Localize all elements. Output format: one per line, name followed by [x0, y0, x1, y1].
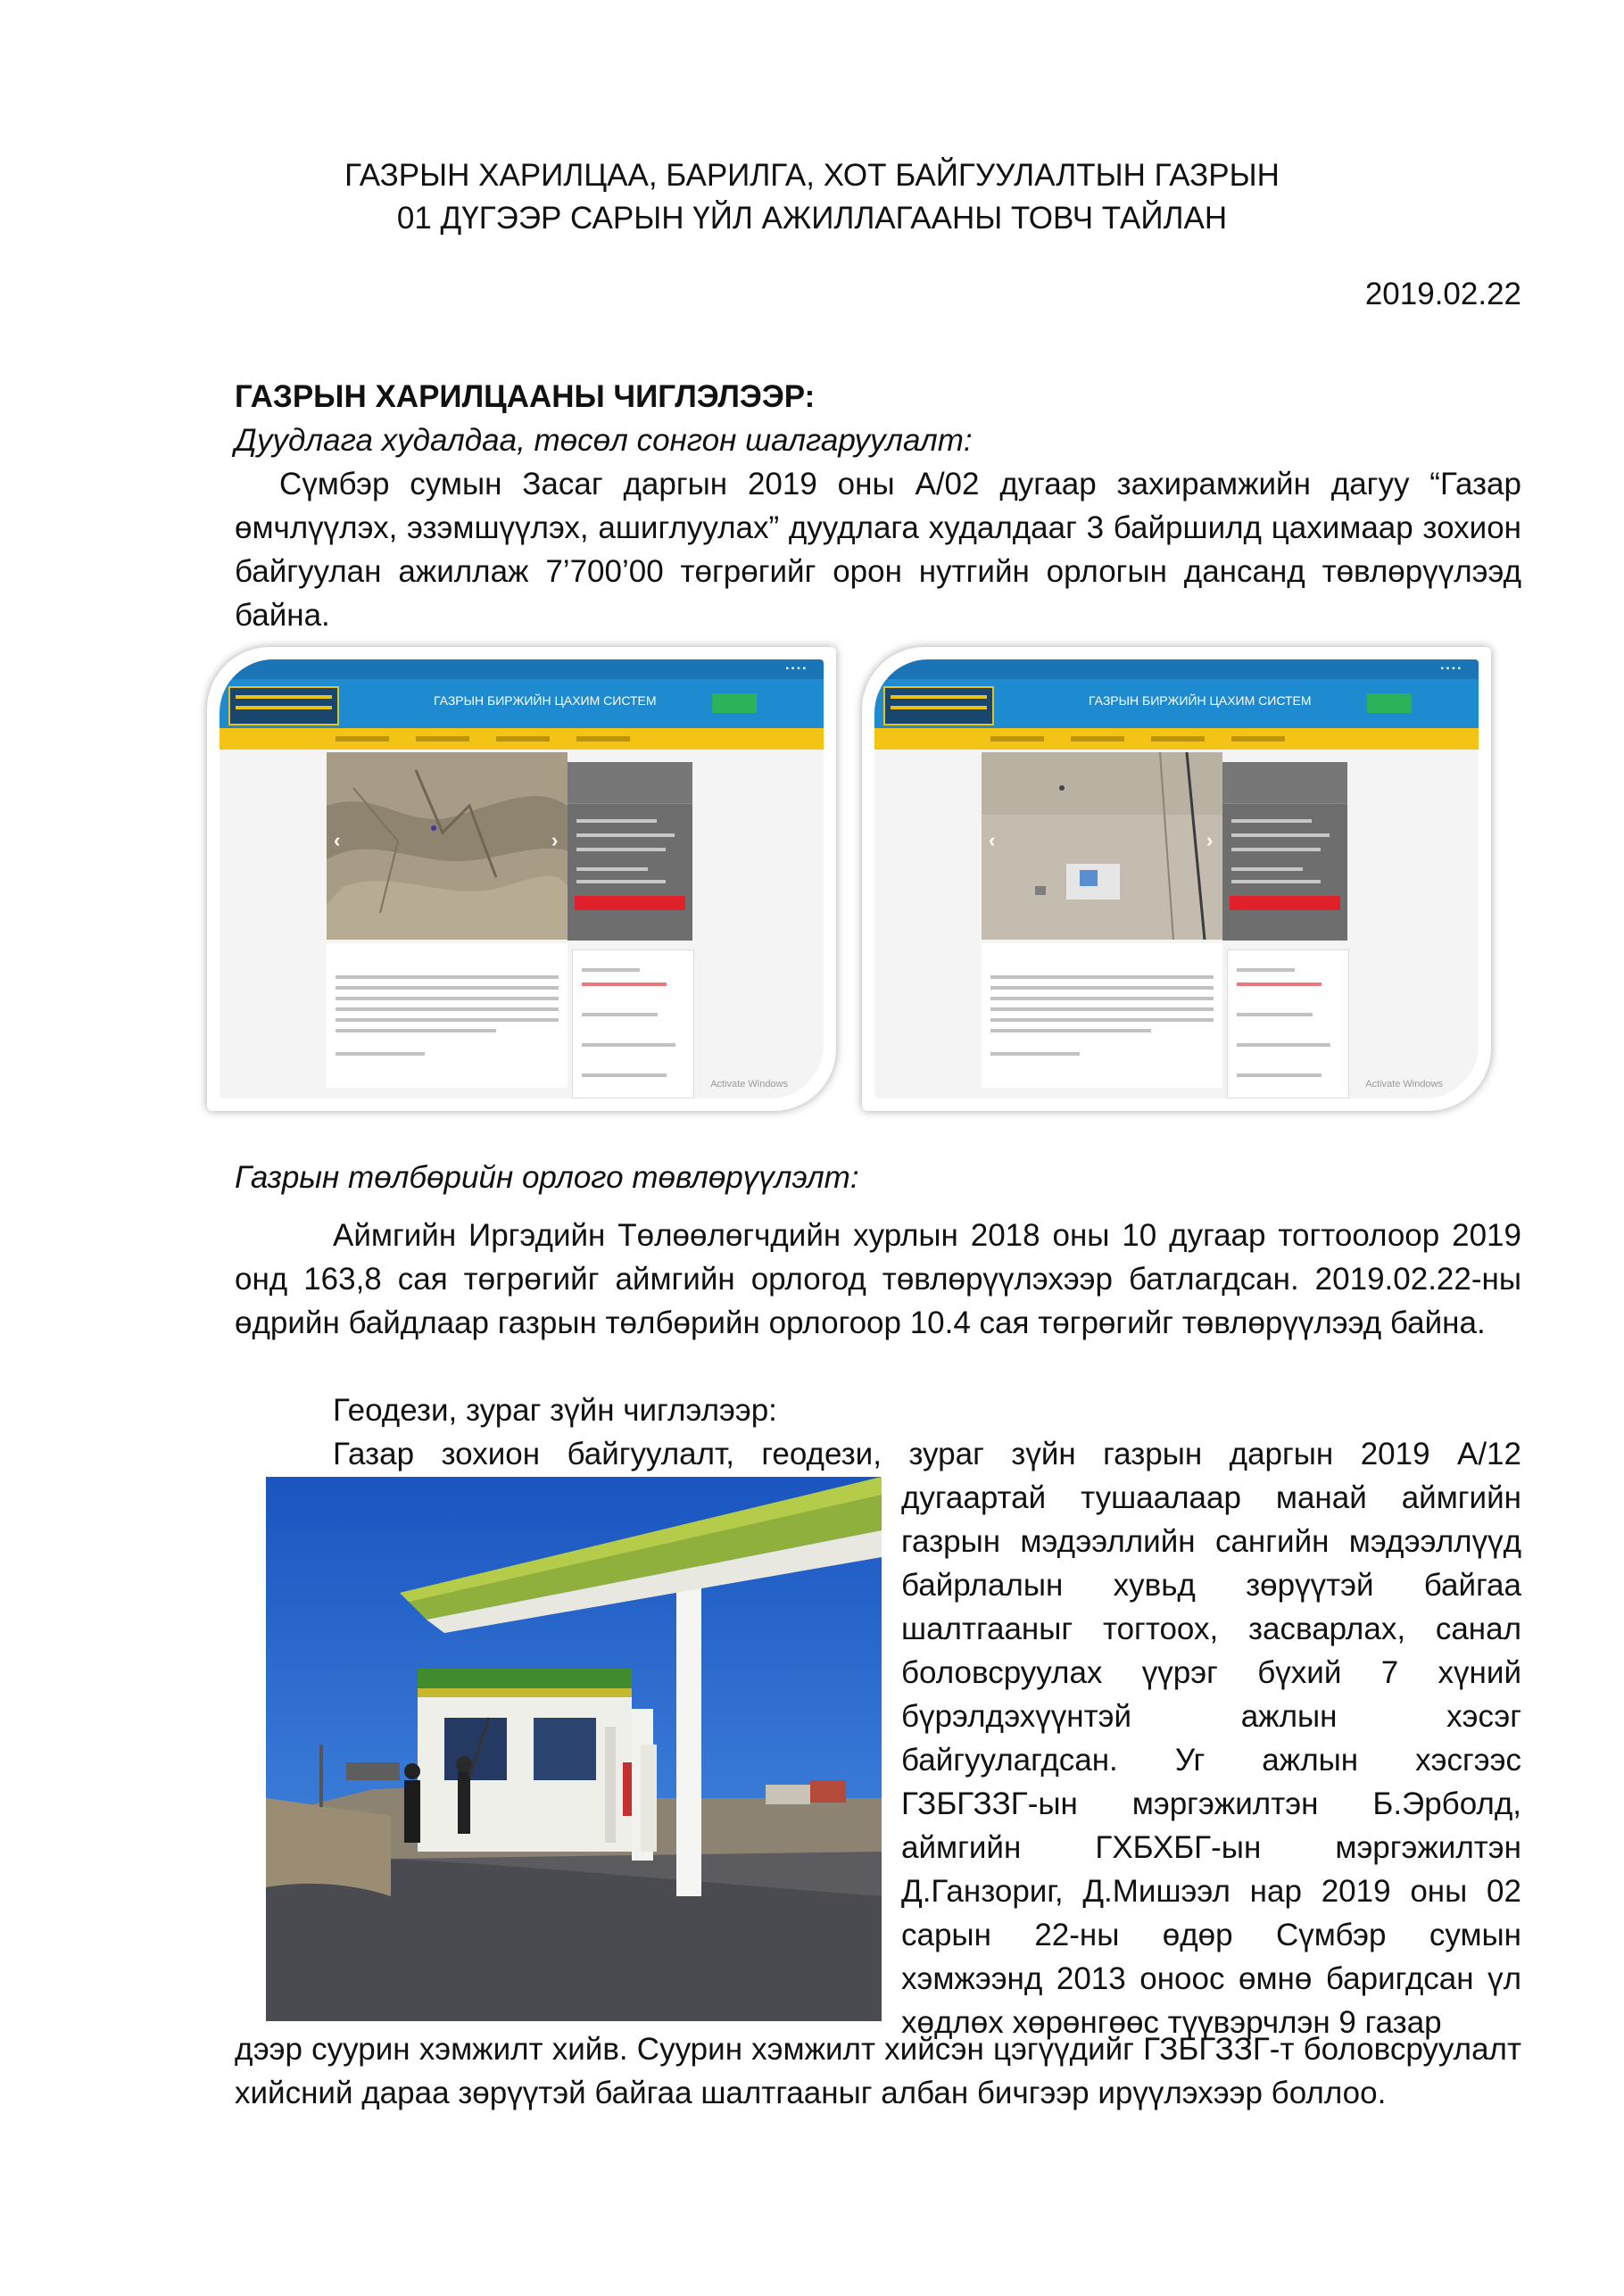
- site-logo: [228, 686, 339, 725]
- chevron-left-icon: ‹: [334, 829, 341, 851]
- chevron-left-icon: ‹: [989, 829, 996, 851]
- paragraph-land-fee: Аймгийн Иргэдийн Төлөөлөгчдийн хурлын 2018 оны 10 дугаар тогтоолоор 2019 онд 163,8 сая төгрөгийг аймгийн орлогод төвлөрүүлэхээр батлагдсан. 2019.02.22-ны өдрийн байдлаар газрын төлбөрийн орлогоор 10.4 сая төгрөгийг төвлөрүүлээд байна.: [235, 1218, 1521, 1340]
- site-title: ГАЗРЫН БИРЖИЙН ЦАХИМ СИСТЕМ: [434, 693, 657, 708]
- site-top-nav: ▪ ▪ ▪ ▪: [220, 659, 824, 679]
- bid-button: [1230, 896, 1340, 910]
- subheading-auction: Дуудлага худалдаа, төсөл сонгон шалгаруулалт:: [235, 423, 973, 458]
- windows-watermark: Activate Windows: [710, 1079, 788, 1090]
- chevron-right-icon: ›: [1206, 829, 1214, 851]
- auction-screenshot-2: [862, 647, 1491, 1111]
- chevron-right-icon: ›: [551, 829, 559, 851]
- auction-screenshot-1: [207, 647, 836, 1111]
- paragraph-geodesy-wrap: дугаартай тушаалаар манай аймгийн газрын мэдээллийн сангийн мэдээллүүд байрлалын хувьд зөрүүтэй байгаа шалтгааныг тогтоох, засварлах, санал боловсруулах үүрэг бүхий 7 хүний бүрэлдэхүүнтэй ажлын хэсэг байгуулагдсан. Уг ажлын хэсгээс ГЗБГЗЗГ-ын мэргэжилтэн Б.Эрболд, аймгийн ГХБХБГ-ын мэргэжилтэн Д.Ганзориг, Д.Мишээл нар 2019 оны 02 сарын 22-ны өдөр Сүмбэр сумын хэмжээнд 2013 оноос өмнө баригдсан үл хөдлөх хөрөнгөөс түүвэрчлэн 9 газар: [901, 1480, 1521, 2040]
- report-title-line-2: 01 ДҮГЭЭР САРЫН ҮЙЛ АЖИЛЛАГААНЫ ТОВЧ ТАЙЛАН: [396, 201, 1228, 236]
- aerial-land-photo: [327, 752, 568, 940]
- section-heading-land-relations: ГАЗРЫН ХАРИЛЦААНЫ ЧИГЛЭЛЭЭР:: [235, 379, 816, 414]
- subheading-land-fee: Газрын төлбөрийн орлого төвлөрүүлэлт:: [235, 1160, 859, 1195]
- paragraph-geodesy-end: дээр суурин хэмжилт хийв. Суурин хэмжилт хийсэн цэгүүдийг ГЗБГЗЗГ-т боловсруулалт хийсний дараа зөрүүтэй байгаа шалтгааныг албан бичгээр ирүүлэхээр боллоо.: [235, 2032, 1521, 2110]
- lot-info-panel: [1222, 762, 1347, 941]
- lot-description: [327, 963, 568, 1088]
- detail-tabs: [327, 943, 568, 964]
- windows-watermark: Activate Windows: [1365, 1079, 1443, 1090]
- site-menu: [874, 728, 1479, 750]
- report-title-line-1: ГАЗРЫН ХАРИЛЦАА, БАРИЛГА, ХОТ БАЙГУУЛАЛТЫН ГАЗРЫН: [344, 158, 1280, 193]
- gas-station-photo: [266, 1477, 882, 2021]
- login-button: [1367, 693, 1412, 713]
- contact-panel: [572, 949, 694, 1098]
- paragraph-auction: Сүмбэр сумын Засаг даргын 2019 оны А/02 дугаар захирамжийн дагуу “Газар өмчлүүлэх, эзэмшүүлэх, ашиглуулах” дуудлага худалдааг 3 байршилд цахимаар зохион байгуулан ажиллаж 7’700’00 төгрөгийг орон нутгийн орлогын дансанд төвлөрүүлээд байна.: [235, 467, 1521, 633]
- paragraph-geodesy-line1: Газар зохион байгуулалт, геодези, зураг зүйн газрын даргын 2019 А/12: [333, 1437, 1521, 1471]
- login-button: [712, 693, 757, 713]
- report-date: 2019.02.22: [1364, 277, 1521, 311]
- aerial-plot-photo: [982, 752, 1222, 940]
- lot-description: [982, 963, 1222, 1088]
- site-logo: [883, 686, 994, 725]
- site-header: [220, 679, 824, 728]
- site-title: ГАЗРЫН БИРЖИЙН ЦАХИМ СИСТЕМ: [1089, 693, 1312, 708]
- bid-button: [575, 896, 685, 910]
- lot-info-panel: [568, 762, 692, 941]
- contact-panel: [1227, 949, 1349, 1098]
- detail-tabs: [982, 943, 1222, 964]
- site-menu: [220, 728, 824, 750]
- site-header: [874, 679, 1479, 728]
- site-top-nav: ▪ ▪ ▪ ▪: [874, 659, 1479, 679]
- subheading-geodesy: Геодези, зураг зүйн чиглэлээр:: [333, 1393, 777, 1428]
